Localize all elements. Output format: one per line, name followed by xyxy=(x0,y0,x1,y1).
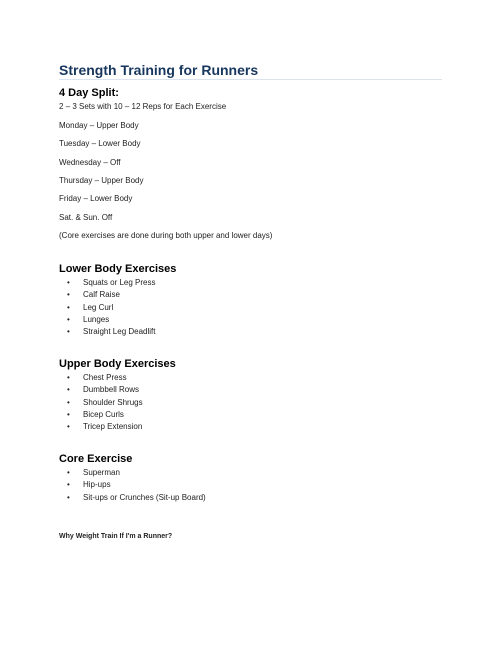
list-item xyxy=(59,277,156,289)
schedule-friday: Friday – Lower Body xyxy=(59,194,133,203)
list-item xyxy=(59,467,206,479)
bullet-icon: • xyxy=(67,422,70,432)
list-item-label: Superman xyxy=(83,468,120,477)
list-item-label: Bicep Curls xyxy=(83,409,124,419)
upper-body-list xyxy=(59,372,143,433)
list-item-label: Lunges xyxy=(83,314,110,324)
bullet-icon: • xyxy=(67,314,70,324)
list-item xyxy=(59,492,206,504)
list-item xyxy=(59,397,143,409)
core-note: (Core exercises are done during both upper and lower days) xyxy=(59,231,273,240)
bullet-icon: • xyxy=(67,385,70,395)
list-item-label: Straight Leg Deadlift xyxy=(83,327,156,337)
schedule-monday: Monday – Upper Body xyxy=(59,121,139,130)
schedule-tuesday: Tuesday – Lower Body xyxy=(59,139,141,148)
upper-body-heading: Upper Body Exercises xyxy=(59,358,176,370)
list-item xyxy=(59,421,143,433)
list-item-label: Chest Press xyxy=(83,373,127,382)
schedule-thursday: Thursday – Upper Body xyxy=(59,176,144,185)
bullet-icon: • xyxy=(67,278,70,287)
schedule-weekend: Sat. & Sun. Off xyxy=(59,213,113,222)
list-item-label: Dumbbell Rows xyxy=(83,385,140,395)
list-item-label: Leg Curl xyxy=(83,302,114,312)
list-item-label: Hip-ups xyxy=(83,480,111,490)
list-item xyxy=(59,326,156,338)
bullet-icon: • xyxy=(67,327,70,337)
bullet-icon: • xyxy=(67,290,70,300)
bullet-icon: • xyxy=(67,468,70,477)
bullet-icon: • xyxy=(67,409,70,419)
list-item xyxy=(59,479,206,491)
closing-question: Why Weight Train If I'm a Runner? xyxy=(59,533,173,540)
list-item xyxy=(59,302,156,314)
list-item xyxy=(59,314,156,326)
list-item-label: Tricep Extension xyxy=(83,422,143,432)
document-page xyxy=(59,62,442,540)
sets-reps-text: 2 – 3 Sets with 10 – 12 Reps for Each Exercise xyxy=(59,102,227,111)
list-item-label: Shoulder Shrugs xyxy=(83,397,143,407)
list-item xyxy=(59,384,143,396)
core-list xyxy=(59,467,206,504)
bullet-icon: • xyxy=(67,397,70,407)
bullet-icon: • xyxy=(67,480,70,490)
list-item xyxy=(59,372,143,384)
split-heading: 4 Day Split: xyxy=(59,87,119,99)
bullet-icon: • xyxy=(67,302,70,312)
list-item-label: Sit-ups or Crunches (Sit-up Board) xyxy=(83,492,206,502)
schedule-wednesday: Wednesday – Off xyxy=(59,158,121,167)
list-item-label: Calf Raise xyxy=(83,290,120,300)
bullet-icon: • xyxy=(67,492,70,502)
core-heading: Core Exercise xyxy=(59,453,133,465)
bullet-icon: • xyxy=(67,373,70,382)
lower-body-list xyxy=(59,277,156,338)
list-item xyxy=(59,409,143,421)
document-title: Strength Training for Runners xyxy=(59,62,442,80)
list-item xyxy=(59,289,156,301)
lower-body-heading: Lower Body Exercises xyxy=(59,263,177,275)
list-item-label: Squats or Leg Press xyxy=(83,278,156,287)
